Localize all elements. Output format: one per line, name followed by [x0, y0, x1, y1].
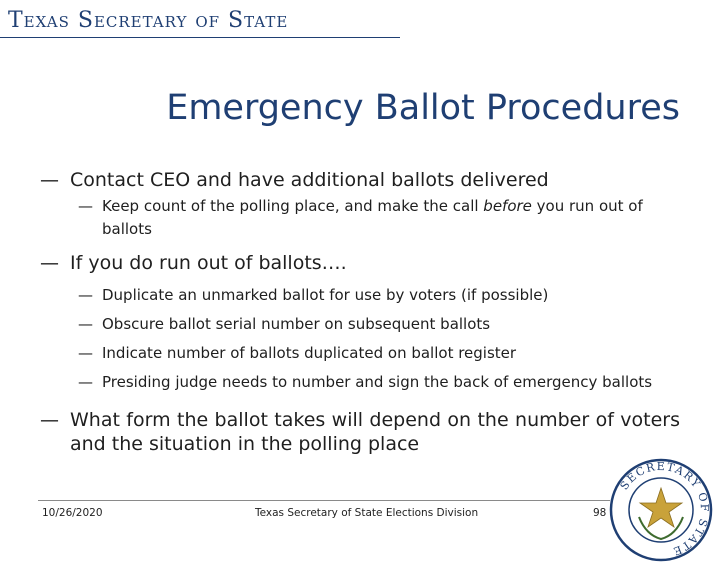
seal-icon	[606, 455, 716, 565]
header-title: Texas Secretary of State	[8, 8, 289, 33]
dash-marker: —	[40, 409, 59, 431]
bullet-2-3	[40, 342, 680, 365]
bullet-text: What form the ballot takes will depend on the number of voters and the situation in the polling place	[70, 409, 680, 455]
bullet-text: If you do run out of ballots….	[70, 252, 347, 274]
bullet-text: Obscure ballot serial number on subsequent ballots	[102, 315, 491, 333]
footer-center: Texas Secretary of State Elections Division	[255, 507, 479, 519]
bullet-text: Indicate number of ballots duplicated on ballot register	[102, 344, 517, 362]
dash-marker: —	[40, 169, 59, 191]
bullet-1-1	[40, 195, 682, 241]
footer-divider	[38, 500, 610, 501]
bullet-2-4	[40, 371, 680, 394]
dash-marker: —	[78, 286, 93, 304]
dash-marker: —	[78, 197, 93, 215]
dash-marker: —	[78, 315, 93, 333]
state-seal-logo	[606, 455, 716, 559]
bullet-text-pre: Keep count of the polling place, and make the call	[102, 197, 484, 215]
bullet-text-emphasis: before	[483, 197, 532, 215]
seal-ring-text: SECRETARY OF STATE	[617, 459, 712, 559]
slide-body	[40, 168, 680, 456]
dash-marker: —	[78, 373, 93, 391]
slide-title: Emergency Ballot Procedures	[166, 88, 680, 128]
bullet-3	[40, 408, 680, 456]
header-divider	[0, 37, 400, 38]
bullet-2-2	[40, 313, 680, 336]
bullet-text-post: you run out of ballots	[102, 197, 643, 238]
bullet-2	[40, 251, 680, 275]
bullet-2-1	[40, 284, 680, 307]
bullet-text: Presiding judge needs to number and sign the back of emergency ballots	[102, 373, 653, 391]
bullet-text: Contact CEO and have additional ballots delivered	[70, 169, 549, 191]
page-number: 98	[593, 507, 607, 519]
footer-date: 10/26/2020	[42, 507, 103, 519]
bullet-text: Duplicate an unmarked ballot for use by voters (if possible)	[102, 286, 549, 304]
dash-marker: —	[78, 344, 93, 362]
dash-marker: —	[40, 252, 59, 274]
bullet-1	[40, 168, 680, 192]
